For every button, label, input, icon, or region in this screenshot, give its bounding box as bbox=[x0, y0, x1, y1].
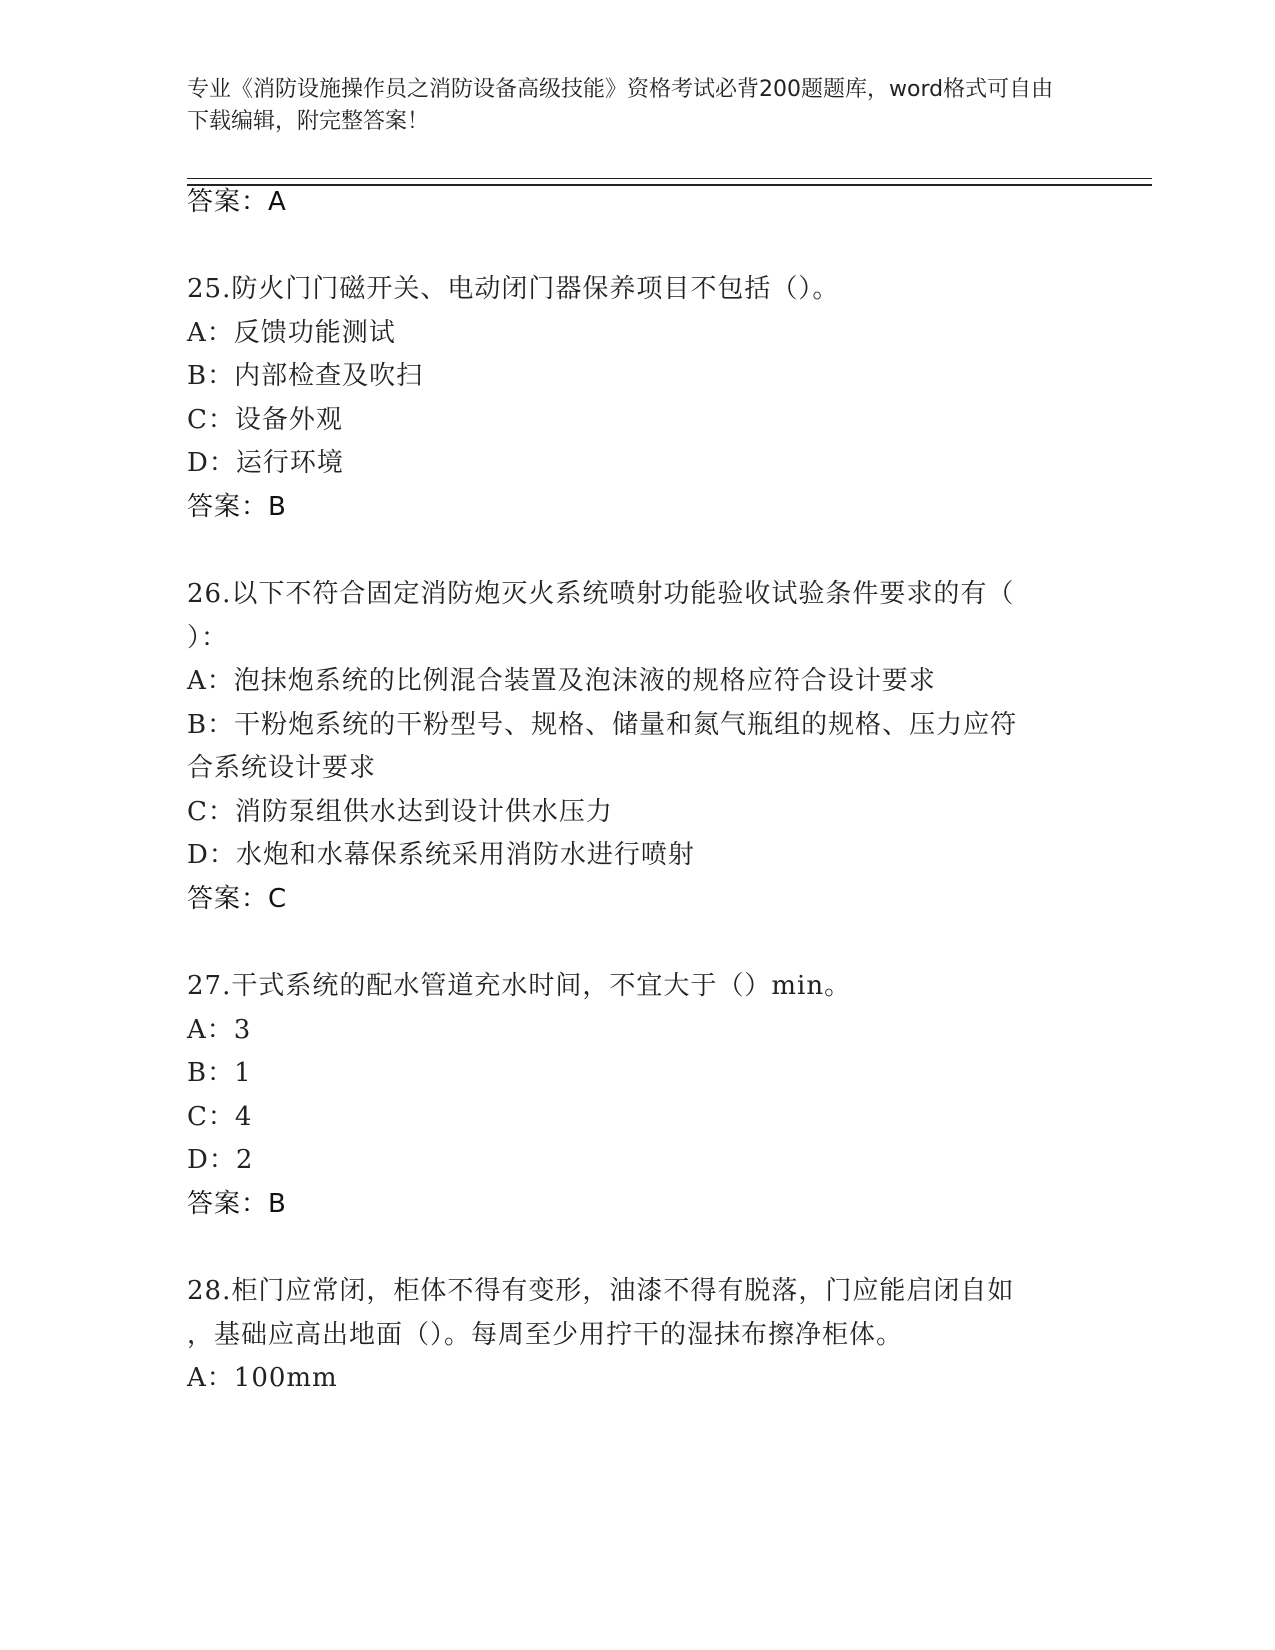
question-25-option-a: A：反馈功能测试 bbox=[187, 318, 396, 348]
question-28-continued: ，基础应高出地面（）。每周至少用拧干的湿抹布擦净柜体。 bbox=[187, 1320, 904, 1350]
header-divider bbox=[187, 178, 1152, 186]
question-25-option-b: B：内部检查及吹扫 bbox=[187, 361, 424, 391]
answer-24: 答案：A bbox=[187, 187, 287, 217]
answer-26: 答案：C bbox=[187, 884, 288, 914]
question-26-continued: ）： bbox=[187, 623, 229, 653]
question-28: 28.柜门应常闭，柜体不得有变形，油漆不得有脱落，门应能启闭自如 bbox=[187, 1276, 1015, 1306]
answer-27: 答案：B bbox=[187, 1189, 287, 1219]
question-26-option-a: A：泡抹炮系统的比例混合装置及泡沫液的规格应符合设计要求 bbox=[187, 666, 936, 696]
question-27-option-d: D：2 bbox=[187, 1145, 254, 1175]
question-27: 27.干式系统的配水管道充水时间，不宜大于（）min。 bbox=[187, 971, 852, 1001]
question-26-option-c: C：消防泵组供水达到设计供水压力 bbox=[187, 797, 613, 827]
question-25: 25.防火门门磁开关、电动闭门器保养项目不包括（）。 bbox=[187, 274, 840, 304]
question-26-option-b-continued: 合系统设计要求 bbox=[187, 753, 377, 783]
question-26-option-d: D：水炮和水幕保系统采用消防水进行喷射 bbox=[187, 840, 695, 870]
question-27-option-a: A：3 bbox=[187, 1015, 252, 1045]
answer-25: 答案：B bbox=[187, 492, 287, 522]
question-27-option-b: B：1 bbox=[187, 1058, 252, 1088]
question-27-option-c: C：4 bbox=[187, 1102, 253, 1132]
question-25-option-c: C：设备外观 bbox=[187, 405, 343, 435]
question-28-option-a: A：100mm bbox=[187, 1363, 338, 1393]
question-25-option-d: D：运行环境 bbox=[187, 448, 344, 478]
question-26: 26.以下不符合固定消防炮灭火系统喷射功能验收试验条件要求的有（ bbox=[187, 579, 1015, 609]
question-26-option-b: B：干粉炮系统的干粉型号、规格、储量和氮气瓶组的规格、压力应符 bbox=[187, 710, 1018, 740]
document-header: 专业《消防设施操作员之消防设备高级技能》资格考试必背200题题库，word格式可自由下载编辑，附完整答案！ bbox=[187, 77, 1054, 134]
